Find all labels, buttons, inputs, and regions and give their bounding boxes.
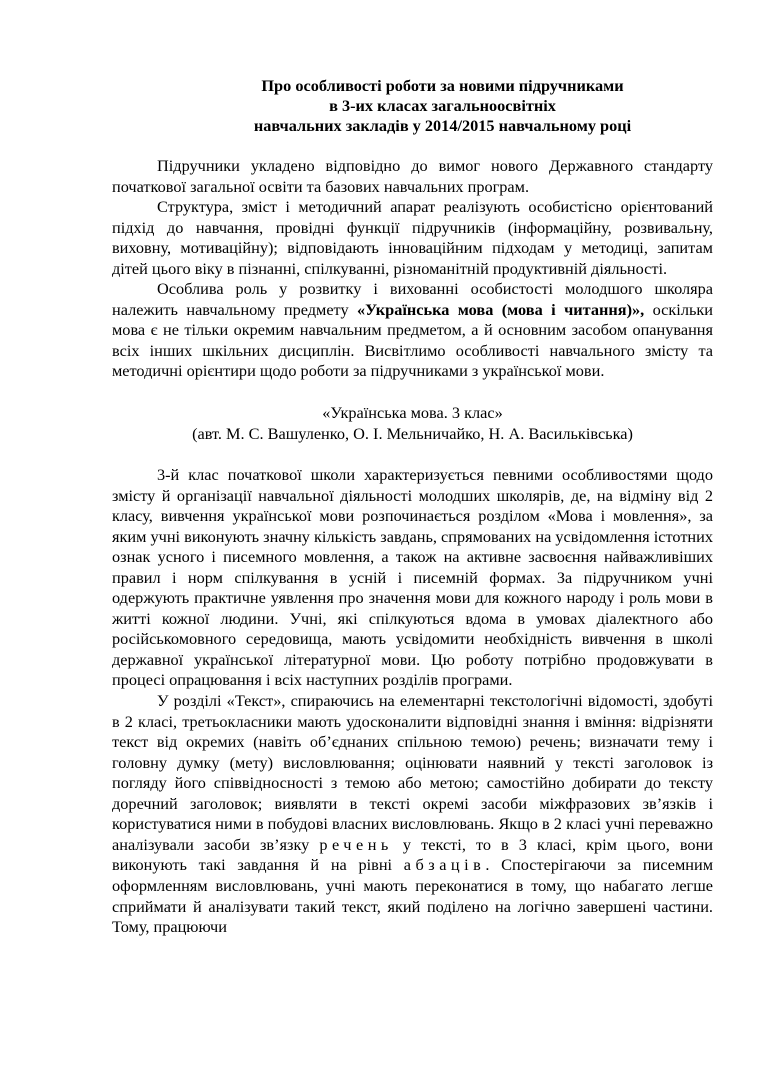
title-line-2: в 3-их класах загальноосвітніх [329,96,556,115]
body-p2-part-c: у тексті, то в 3 класі, крім цього, вони виконують такі завдання й на рівні [112,834,713,875]
title-line-1: Про особливості роботи за новими підручниками [261,76,624,95]
intro-paragraph-2: Структура, зміст і методичний апарат реалізують особистісно орієнтований підхід до навчання, провідні функції підручників (інформаційну, розвивальну, виховну, мотиваційну); відповідають інноваційним підходам у методиці, запитам дітей цього віку в пізнанні, спілкуванні, різноманітній продуктивній діяльності. [112,197,713,278]
document-title [172,76,713,136]
document-page [112,76,713,938]
intro-paragraph-3 [112,279,713,382]
spaced-word-paragraphs: абзаців [403,855,486,875]
intro-p3-start: Особлива роль у розвитку і вихованні особистості молодшого школяра належить навчальному предмету [112,279,713,319]
body-paragraph-2 [112,691,713,938]
title-line-3: навчальних закладів у 2014/2015 навчальному році [253,116,632,135]
body-paragraph-1: 3-й клас початкової школи характеризується певними особливостями щодо змісту й організації навчальної діяльності молодших школярів, де, на відміну від 2 класу, вивчення української мови розпочинається розділом «Мова і мовлення», за яким учні виконують значну кількість завдань, спрямованих на усвідомлення істотних ознак усного і писемного мовлення, а також на активне засвоєння найважливіших правил і норм спілкування в усній і писемній формах. За підручником учні одержують практичне уявлення про значення мови для кожного народу і роль мови в житті кожної людини. Учні, які спілкуються вдома в умовах діалектного або російськомовного середовища, мають усвідомити необхідність вивчення в школі державної української літературної мови. Цю роботу потрібно продовжувати в процесі опрацювання і всіх наступних розділів програми. [112,465,713,690]
intro-p3-end: оскільки мова є не тільки окремим навчальним предметом, а й основним засобом опанування всіх інших шкільних дисциплін. Висвітлимо особливості навчального змісту та методичні орієнтири щодо роботи за підручниками з української мови. [112,299,714,381]
section-book-name: «Українська мова. 3 клас» [322,403,503,423]
section-authors: (авт. М. С. Вашуленко, О. І. Мельничайко, Н. А. Васильківська) [192,424,633,444]
subject-name: «Українська мова (мова і читання)», [357,299,645,319]
intro-paragraph-1: Підручники укладено відповідно до вимог нового Державного стандарту початкової загальної освіти та базових навчальних програм. [112,156,713,196]
section-heading [112,402,713,444]
spaced-word-sentences: речень [319,834,393,854]
body-p2-part-a: У розділі «Текст», спираючись на елементарні текстологічні відомості, здобуті в 2 класі, третьокласники мають удосконалити відповідні знання і вміння: відрізняти текст від окремих (навіть об’єднаних спільною темою) речень; визначати тему і головну думку (мету) висловлювання; оцінювати наявний у тексті заголовок із погляду його співвідносності з темою або метою; самостійно добирати до тексту доречний заголовок; виявляти в тексті окремі засоби міжфразових зв’язків і користуватися ними в побудові власних висловлювань. Якщо в 2 класі учні переважно аналізували засоби зв’язку [112,691,713,854]
body-p2-part-e: . Спостерігаючи за писемним оформленням висловлювань, учні мають переконатися в тому, що набагато легше сприймати й аналізувати такий текст, який поділено на логічно завершені частини. Тому, працюючи [112,855,714,937]
